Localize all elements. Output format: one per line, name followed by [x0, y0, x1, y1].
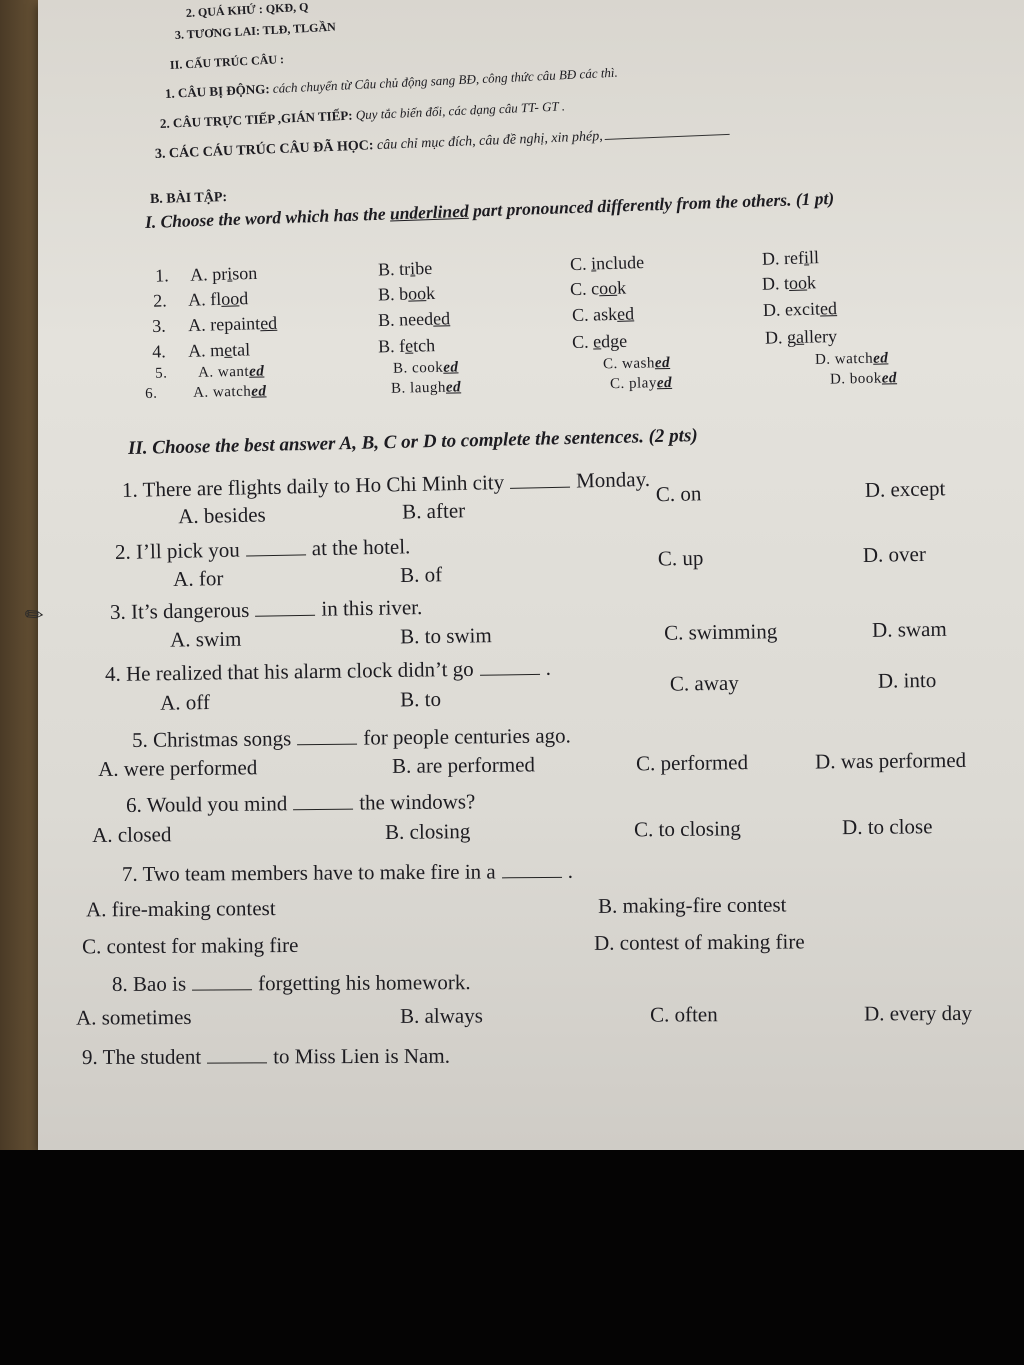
answer-blank[interactable]	[192, 989, 252, 990]
answer-option[interactable]: A. closed	[91, 822, 172, 848]
pron-option[interactable]: D. booked	[829, 370, 898, 388]
dark-background	[0, 1150, 1024, 1365]
answer-option[interactable]: B. after	[401, 498, 466, 524]
question-stem: 1. There are flights daily to Ho Chi Minh city Monday.	[121, 466, 651, 502]
pron-question-number: 1.	[154, 265, 169, 286]
answer-option[interactable]: B. to swim	[399, 623, 492, 649]
answer-blank[interactable]	[480, 674, 540, 676]
answer-blank[interactable]	[255, 615, 315, 617]
answer-option[interactable]: C. swimming	[663, 619, 778, 645]
pron-option[interactable]: A. watched	[192, 383, 267, 401]
pron-option[interactable]: B. fetch	[377, 335, 436, 357]
answer-option[interactable]: B. always	[399, 1003, 483, 1028]
question-stem: 7. Two team members have to make fire in a .	[121, 858, 574, 886]
pron-option[interactable]: C. cook	[569, 277, 627, 300]
question-stem: 8. Bao is forgetting his homework.	[111, 970, 471, 996]
answer-options-row	[0, 928, 1024, 959]
question-stem: 5. Christmas songs for people centuries ago.	[131, 723, 571, 752]
answer-option[interactable]: D. to close	[841, 814, 933, 840]
answer-options-row	[0, 891, 1024, 922]
pron-question-number: 3.	[151, 315, 166, 337]
header-line-3	[170, 52, 285, 73]
answer-option[interactable]: C. often	[649, 1002, 718, 1027]
pron-option[interactable]: A. repainted	[187, 312, 278, 336]
answer-option[interactable]: B. to	[399, 686, 442, 712]
answer-option[interactable]: A. fire-making contest	[85, 896, 276, 922]
header-line-5	[160, 98, 566, 132]
question-stem: 9. The student to Miss Lien is Nam.	[81, 1043, 450, 1069]
passive-voice-label: 1. CÂU BỊ ĐỘNG:	[164, 81, 270, 101]
pron-option[interactable]: B. laughed	[390, 379, 462, 397]
answer-blank[interactable]	[502, 877, 562, 878]
pron-option[interactable]: B. tribe	[377, 257, 433, 280]
answer-option[interactable]: C. contest for making fire	[81, 932, 299, 959]
answer-option[interactable]: B. closing	[384, 819, 471, 844]
question-stem: 4. He realized that his alarm clock didn’t go .	[104, 655, 552, 686]
pron-option[interactable]: C. washed	[602, 354, 671, 373]
answer-option[interactable]: A. for	[172, 566, 224, 591]
structures-label: 3. CÁC CÁU TRÚC CÂU ĐÃ HỌC:	[154, 138, 374, 162]
answer-option[interactable]: D. every day	[863, 1000, 972, 1026]
question-stem: 6. Would you mind the windows?	[125, 789, 476, 817]
header-line-3-text: II. CẤU TRÚC CÂU :	[169, 52, 285, 72]
answer-option[interactable]: A. off	[159, 690, 211, 715]
answer-option[interactable]: B. of	[399, 562, 443, 588]
pron-option[interactable]: C. edge	[571, 330, 628, 353]
header-line-1-text: 2. QUÁ KHỨ : QKĐ, Q	[185, 0, 309, 20]
pron-option[interactable]: D. gallery	[764, 326, 838, 348]
answer-options-row	[0, 1000, 1024, 1030]
pron-option[interactable]: A. flood	[187, 288, 249, 310]
pron-option[interactable]: C. asked	[571, 303, 635, 326]
answer-blank[interactable]	[293, 809, 353, 811]
header-line-6	[155, 124, 730, 163]
header-line-4	[165, 65, 618, 102]
answer-option[interactable]: C. to closing	[633, 816, 741, 842]
fill-line	[605, 134, 730, 140]
section-1-heading	[145, 188, 835, 233]
answer-option[interactable]: C. up	[657, 545, 704, 571]
pron-option[interactable]: D. took	[761, 272, 817, 294]
pron-option[interactable]: C. played	[609, 374, 673, 393]
pron-option[interactable]: D. refill	[761, 247, 820, 269]
passive-voice-desc: cách chuyển từ Câu chủ động sang BĐ, công thức câu BĐ các thì.	[269, 64, 619, 97]
answer-option[interactable]: D. was performed	[814, 747, 967, 774]
answer-option[interactable]: A. were performed	[97, 755, 258, 781]
section-1-before: I. Choose the word which has the	[144, 203, 391, 232]
pron-option[interactable]: A. metal	[187, 339, 251, 361]
pron-option[interactable]: D. watched	[814, 350, 889, 368]
header-line-2	[175, 20, 336, 43]
question-stem: 2. I’ll pick you at the hotel.	[114, 534, 411, 564]
question-stem: 3. It’s dangerous in this river.	[109, 595, 423, 624]
answer-option[interactable]: C. away	[669, 670, 739, 696]
answer-option[interactable]: D. into	[877, 667, 937, 693]
pron-question-number: 5.	[154, 365, 168, 382]
pen-mark: ✎	[19, 599, 50, 631]
pron-question-number: 6.	[144, 385, 158, 402]
section-b-heading: B. BÀI TẬP:	[149, 189, 228, 207]
answer-option[interactable]: B. making-fire contest	[597, 892, 787, 918]
pron-row	[0, 368, 1024, 402]
pron-option[interactable]: A. prison	[189, 262, 258, 285]
answer-blank[interactable]	[207, 1062, 267, 1063]
answer-option[interactable]: C. performed	[635, 750, 749, 776]
answer-option[interactable]: D. except	[864, 476, 946, 502]
answer-blank[interactable]	[510, 487, 570, 489]
pron-option[interactable]: B. book	[377, 282, 436, 305]
section-1-underlined: underlined	[389, 200, 469, 224]
pron-option[interactable]: C. include	[569, 252, 645, 275]
section-2-heading: II. Choose the best answer A, B, C or D to complete the sentences. (2 pts)	[127, 425, 698, 459]
answer-blank[interactable]	[246, 554, 306, 556]
reported-speech-label: 2. CÂU TRỰC TIẾP ,GIÁN TIẾP:	[159, 107, 353, 131]
pron-question-number: 2.	[152, 290, 167, 311]
pron-option[interactable]: B. cooked	[392, 359, 459, 377]
answer-option[interactable]: C. on	[655, 481, 702, 507]
pron-question-number: 4.	[151, 341, 166, 362]
answer-option[interactable]: D. swam	[871, 616, 947, 642]
header-line-2-text: 3. TƯƠNG LAI: TLĐ, TLGẦN	[174, 19, 337, 42]
pron-option[interactable]: B. needed	[377, 308, 451, 331]
answer-option[interactable]: D. contest of making fire	[593, 929, 805, 955]
answer-option[interactable]: A. besides	[177, 502, 266, 529]
pron-option[interactable]: D. excited	[762, 298, 838, 321]
section-1-after: part pronounced differently from the others. (1 pt)	[468, 187, 835, 221]
header-line-1	[186, 0, 309, 21]
structures-desc: câu chỉ mục đích, câu đề nghị, xin phép,	[373, 129, 603, 154]
answer-option[interactable]: A. sometimes	[75, 1004, 192, 1030]
pron-option[interactable]: A. wanted	[197, 363, 265, 381]
answer-option[interactable]: A. swim	[169, 626, 242, 652]
answer-option[interactable]: D. over	[862, 541, 927, 567]
answer-blank[interactable]	[297, 744, 357, 746]
reported-speech-desc: Quy tắc biến đổi, các dạng câu TT- GT .	[352, 98, 566, 123]
answer-option[interactable]: B. are performed	[391, 752, 536, 778]
